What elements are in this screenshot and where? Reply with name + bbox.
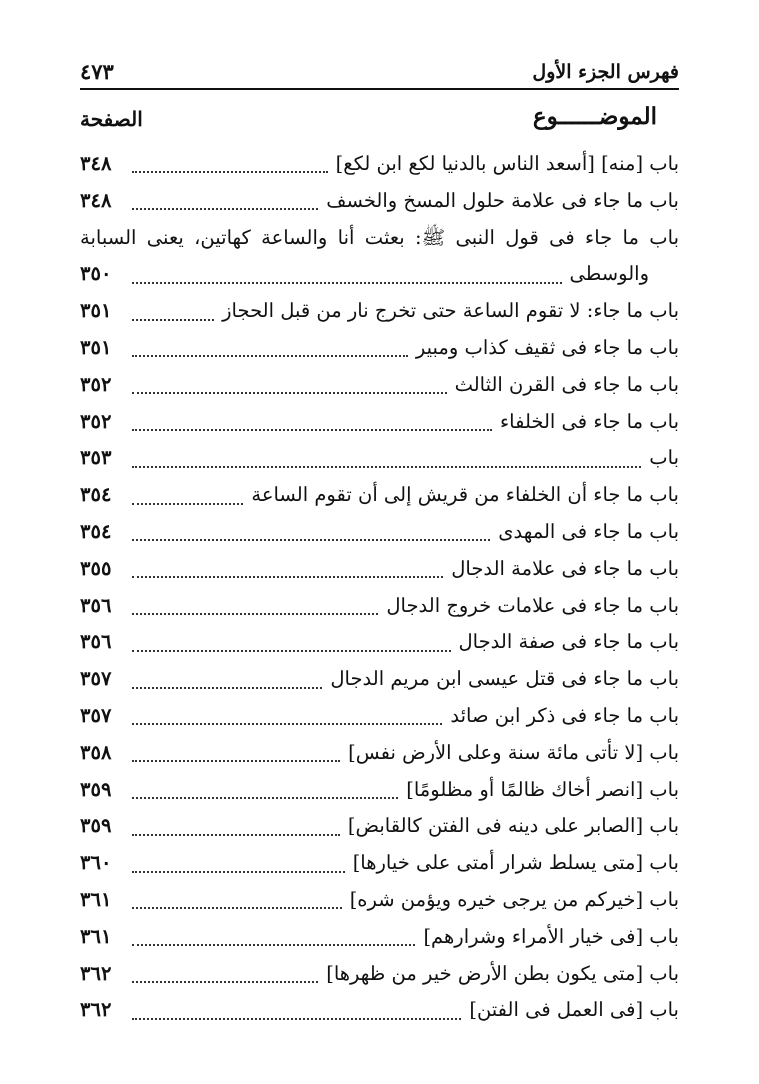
dot-leader (132, 576, 443, 578)
toc-entry-continuation (80, 256, 679, 293)
toc-entry (80, 772, 679, 809)
toc-entry (80, 735, 679, 772)
toc-page-number: ٣٦٠ (80, 851, 112, 875)
column-headings (80, 103, 679, 137)
toc-page-number: ٣٥٥ (80, 556, 112, 580)
toc-entry-title: باب ما جاء فى قتل عيسى ابن مريم الدجال (330, 667, 679, 691)
toc-entry (80, 624, 679, 661)
toc-entry (80, 551, 679, 588)
toc-entry (80, 661, 679, 698)
toc-entry (80, 440, 679, 477)
dot-leader (132, 319, 214, 321)
toc-page-number: ٣٤٨ (80, 188, 112, 212)
dot-leader (132, 503, 243, 505)
toc-entry-title: باب ما جاء أن الخلفاء من قريش إلى أن تقوم الساعة (251, 483, 679, 507)
page-column-heading: الصفحة (80, 107, 143, 131)
toc-page-number: ٣٥٤ (80, 519, 112, 543)
dot-leader (132, 208, 318, 210)
toc-entry (80, 882, 679, 919)
toc-entry (80, 367, 679, 404)
toc-entry-title: باب ما جاء فى القرن الثالث (454, 372, 679, 396)
dot-leader (132, 944, 415, 946)
toc-page-number: ٣٤٨ (80, 152, 112, 175)
dot-leader (132, 834, 340, 836)
dot-leader (132, 282, 562, 284)
toc-page-number: ٣٦١ (80, 924, 112, 948)
toc-entry-title: والوسطى (569, 262, 649, 286)
dot-leader (132, 355, 408, 357)
toc-entry (80, 183, 679, 220)
toc-entry-title: باب ما جاء فى ذكر ابن صائد (450, 703, 679, 727)
toc-page-number: ٣٥٢ (80, 409, 112, 433)
toc-entry-title: باب [لا تأتى مائة سنة وعلى الأرض نفس] (348, 740, 679, 764)
toc-entry-title: باب [متى يكون بطن الأرض خير من ظهرها] (326, 961, 679, 985)
toc-entry (80, 404, 679, 441)
dot-leader (132, 797, 398, 799)
toc-page-number: ٣٥١ (80, 335, 112, 359)
dot-leader (132, 650, 451, 652)
toc-entry-title: باب ما جاء فى ثقيف كذاب ومبير (415, 335, 679, 359)
toc-page-number: ٣٥٨ (80, 740, 112, 764)
toc-entry (80, 698, 679, 735)
toc-page-number: ٣٥٤ (80, 483, 112, 507)
toc-entry (80, 588, 679, 625)
toc-entry-title: باب [خيركم من يرجى خيره ويؤمن شره] (349, 887, 679, 911)
toc-entry-title: باب [الصابر على دينه فى الفتن كالقابض] (347, 814, 679, 838)
toc-entry-title: باب ما جاء فى علامة حلول المسخ والخسف (326, 188, 679, 212)
toc-entry-title: باب [فى العمل فى الفتن] (469, 998, 679, 1022)
toc-page-number: ٣٥٧ (80, 703, 112, 727)
toc-page-number: ٣٥٢ (80, 372, 112, 396)
dot-leader (132, 687, 322, 689)
toc-entry (80, 293, 679, 330)
toc-entry-title: باب (649, 446, 679, 470)
toc-entry (80, 919, 679, 956)
dot-leader (132, 1018, 461, 1020)
dot-leader (132, 981, 318, 983)
dot-leader (132, 429, 492, 431)
dot-leader (132, 466, 641, 468)
dot-leader (132, 723, 442, 725)
toc-entry (80, 808, 679, 845)
toc-entry-title: باب [منه] [أسعد الناس بالدنيا لكع ابن لكع] (335, 152, 679, 175)
toc-entry-title: باب ما جاء فى علامات خروج الدجال (386, 593, 679, 617)
toc-page-number: ٣٥١ (80, 299, 112, 323)
toc-entry-title: باب ما جاء فى الخلفاء (499, 409, 679, 433)
toc-page-number: ٣٦١ (80, 887, 112, 911)
toc-entry (80, 514, 679, 551)
toc-entry (80, 992, 679, 1029)
toc-entry (80, 956, 679, 993)
toc-page-number: ٣٥٦ (80, 630, 112, 654)
running-title: فهرس الجزء الأول (532, 61, 679, 83)
toc-page-number: ٣٦٢ (80, 998, 112, 1022)
toc-entry-title: باب [متى يسلط شرار أمتى على خيارها] (352, 851, 679, 875)
toc-entry-title: باب ما جاء فى علامة الدجال (451, 556, 679, 580)
toc-entry (80, 477, 679, 514)
toc-entry (80, 220, 679, 257)
toc-entry-title: باب [انصر أخاك ظالمًا أو مظلومًا] (406, 777, 679, 801)
dot-leader (132, 760, 340, 762)
dot-leader (132, 392, 447, 394)
toc-entry-title: باب ما جاء فى المهدى (498, 519, 679, 543)
toc-entry-title: باب ما جاء فى صفة الدجال (458, 630, 679, 654)
dot-leader (132, 871, 345, 873)
toc-page-number: ٣٥٧ (80, 667, 112, 691)
dot-leader (132, 171, 328, 173)
toc-entry-title: باب ما جاء فى قول النبى ﷺ: بعثت أنا والساعة كهاتين، يعنى السبابة (80, 225, 679, 249)
subject-column-heading: الموضــــــوع (532, 103, 657, 130)
toc-entry (80, 845, 679, 882)
toc-page-number: ٣٥٣ (80, 446, 112, 470)
toc-page-number: ٣٥٩ (80, 814, 112, 838)
toc-page-number: ٣٦٢ (80, 961, 112, 985)
dot-leader (132, 539, 490, 541)
toc-page-number: ٣٥٦ (80, 593, 112, 617)
toc-page-number: ٣٥٩ (80, 777, 112, 801)
toc-entry-title: باب ما جاء: لا تقوم الساعة حتى تخرج نار من قبل الحجاز (222, 299, 679, 323)
running-header (80, 58, 679, 90)
toc-entry (80, 146, 679, 183)
table-of-contents (80, 146, 679, 1029)
dot-leader (132, 907, 342, 909)
toc-entry (80, 330, 679, 367)
page-number: ٤٧٣ (80, 59, 114, 84)
toc-page-number: ٣٥٠ (80, 262, 112, 286)
dot-leader (132, 613, 378, 615)
toc-entry-title: باب [فى خيار الأمراء وشرارهم] (423, 924, 679, 948)
